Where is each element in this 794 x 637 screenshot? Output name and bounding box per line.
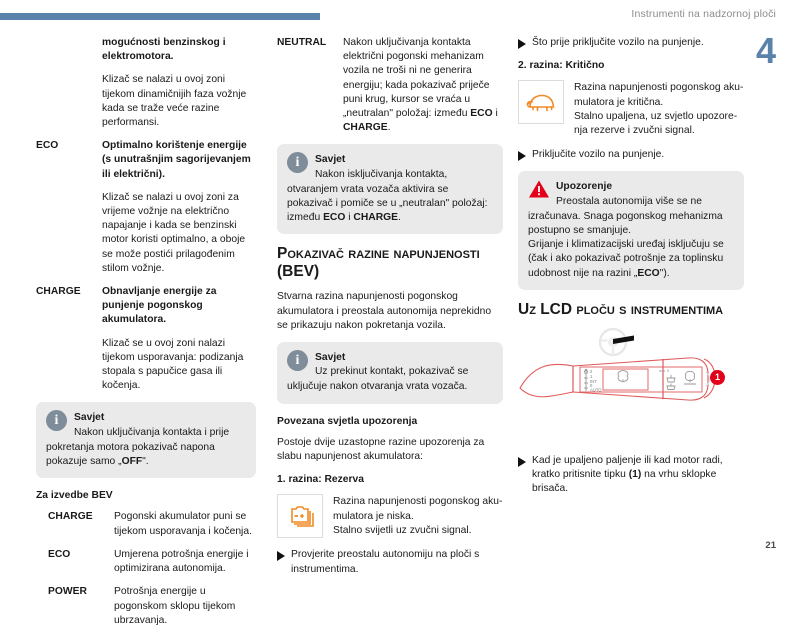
wiper-stalk-illustration (518, 328, 744, 448)
definition-row-neutral (277, 36, 503, 135)
lcd-instruction-text: Kad je upaljeno paljenje ili kad motor radi, kratko pritisnite tipku (1) na vrhu sklopke brisača. (532, 454, 723, 495)
warning-body-1: izračunava. Snaga pogonskog mehanizma postupno se smanjuje. (528, 210, 723, 237)
level1-text-line1: Razina napunjenosti pogonskog aku- (333, 496, 503, 508)
svg-text:AUTO: AUTO (590, 387, 602, 393)
page-number: 21 (765, 540, 776, 551)
warning-title: Upozorenje (556, 181, 613, 193)
eco-body: Klizač se nalazi u ovoj zoni za vrijeme vožnje na električno napajanje i kada se benzinski motor koristi optimalno, a oboje se može postići prilagođenim stilom vožnje. (102, 191, 246, 274)
action-charge-soon-text: Što prije priključite vozilo na punjenje. (532, 37, 704, 48)
info-icon: i (287, 350, 308, 371)
tip-callout-middle (277, 144, 503, 234)
warning-triangle-icon (528, 179, 549, 200)
tip-first-line: Nakon uključivanja kontakta i prije (74, 426, 230, 438)
triangle-bullet-icon (518, 457, 526, 467)
continued-lead-text: mogućnosti benzinskog i elektromotora. (102, 37, 226, 63)
svg-text:2: 2 (590, 368, 593, 374)
section-title-lcd: Uz LCD ploču s instrumentima (518, 300, 724, 318)
tip-body: pokretanja motora pokazivač napona pokazuje samo „OFF". (46, 441, 215, 468)
warning-callout (518, 171, 744, 289)
term-neutral: NEUTRAL (277, 37, 327, 48)
header-rule (0, 13, 320, 20)
chapter-number: 4 (755, 30, 776, 71)
info-icon: i (46, 410, 67, 431)
charge-indicator-intro: Stvarna razina napunjenosti pogonskog akumulatora i preostala autonomija neprekidno se prikazuju nakon pokretanja vozila. (277, 291, 492, 331)
level1-action (277, 548, 503, 576)
tip-body: uključuje nakon otvaranja vrata vozača. (287, 381, 468, 393)
bev-row-eco (48, 548, 256, 576)
warning-triangle-icon-svg (528, 179, 550, 199)
level2-text-line1: Razina napunjenosti pogonskog aku- (574, 82, 744, 94)
level2-heading: 2. razina: Kritično (518, 60, 605, 72)
tip-callout-left (36, 402, 256, 478)
neutral-body: Nakon uključivanja kontakta električni pogonski mehanizam vozila ne troši ni ne generira energiju; kada pokazivač priječe puni krug, kursor se vraća u „neutralan" položaj: između ECO i CHARGE. (343, 37, 498, 134)
definition-row-eco (36, 139, 256, 276)
left-column (36, 36, 256, 637)
triangle-bullet-icon (518, 39, 526, 49)
triangle-bullet-icon (518, 151, 526, 161)
middle-column (277, 36, 503, 586)
definition-row-charge (36, 285, 256, 393)
eco-lead: Optimalno korištenje energije (s unutrašnjim sagorijevanjem ili električni). (102, 140, 251, 180)
level1-heading: 1. razina: Rezerva (277, 474, 364, 486)
page-header-title: Instrumenti na nadzornoj ploči (631, 8, 776, 20)
bev-row-charge (48, 510, 256, 538)
level2-text-line4: nja rezerve i zvučni signal. (574, 125, 695, 137)
bev-heading: Za izvedbe BEV (36, 490, 113, 502)
action-connect (518, 148, 744, 162)
triangle-bullet-icon (277, 551, 285, 561)
tip-body: otvaranjem vrata vozača aktivira se pokazivač i pomiče se u „neutralan" položaj: između ECO i CHARGE. (287, 183, 488, 224)
wiper-stalk-illustration-svg (518, 328, 744, 448)
level1-action-text: Provjerite preostalu autonomiju na ploči s instrumentima. (291, 549, 480, 575)
warning-body-2: Grijanje i klimatizacijski uređaj isključuju se (čak i ako pokazivač potrošnje za toplinsku udobnost nije na razini „ECO"). (528, 239, 724, 279)
section-title-charge-indicator: Pokazivač razine napunjenosti (BEV) (277, 245, 480, 281)
callout-badge-1: 1 (710, 370, 725, 385)
warning-lights-intro: Postoje dvije uzastopne razine upozorenja za slabu napunjenost akumulatora: (277, 436, 485, 463)
term-charge: CHARGE (36, 286, 81, 298)
tip-callout-middle-2 (277, 342, 503, 404)
svg-text:1: 1 (590, 373, 593, 379)
term-eco: ECO (36, 140, 59, 152)
battery-stack-icon (277, 494, 323, 538)
tip-first-line: Nakon isključivanja kontakta, (315, 168, 448, 180)
right-column (518, 36, 744, 505)
action-charge-soon (518, 36, 744, 50)
bev-row-power (48, 585, 256, 628)
warning-lights-heading: Povezana svjetla upozorenja (277, 415, 418, 427)
level2-text-line3: Stalno upaljena, uz svjetlo upozore- (574, 110, 738, 122)
bev-term-charge: CHARGE (48, 511, 93, 523)
level2-pictogram-row (518, 80, 744, 138)
tip-first-line: Uz prekinut kontakt, pokazivač se (315, 366, 469, 378)
battery-stack-icon-svg (283, 501, 317, 531)
warning-first-line: Preostala autonomija više se ne (556, 195, 702, 207)
bev-term-power: POWER (48, 586, 87, 598)
level1-text-line2: mulatora je niska. (333, 510, 414, 522)
continued-body-text: Klizač se nalazi u ovoj zoni tijekom dinamičnijih faza vožnje kada se traže veće razine performansi. (102, 74, 247, 129)
svg-text:0: 0 (667, 367, 670, 373)
bev-desc-eco: Umjerena potrošnja energije i optimizirana autonomija. (114, 548, 249, 575)
info-icon: i (287, 152, 308, 173)
tip-title: Savjet (315, 352, 346, 364)
turtle-icon-svg (523, 88, 559, 116)
bev-desc-charge: Pogonski akumulator puni se tijekom usporavanja i kočenja. (114, 511, 252, 537)
bev-term-eco: ECO (48, 548, 71, 560)
tip-title: Savjet (74, 412, 105, 424)
charge-body: Klizač se u ovoj zoni nalazi tijekom usporavanja: podizanja stopala s papučice gasa ili kočenja. (102, 337, 244, 392)
tip-title: Savjet (315, 154, 346, 166)
level1-pictogram-row (277, 494, 503, 538)
lcd-instruction (518, 454, 744, 497)
svg-text:0: 0 (590, 382, 593, 388)
action-connect-text: Priključite vozilo na punjenje. (532, 149, 665, 161)
bev-desc-power: Potrošnja energije u pogonskom sklopu tijekom ubrzavanja. (114, 586, 236, 626)
turtle-icon (518, 80, 564, 124)
charge-lead: Obnavljanje energije za punjenje pogonskog akumulatora. (102, 286, 217, 326)
level2-text-line2: mulatora je kritična. (574, 96, 664, 108)
level1-text-line3: Stalno svijetli uz zvučni signal. (333, 524, 472, 536)
svg-text:INT: INT (590, 378, 597, 384)
